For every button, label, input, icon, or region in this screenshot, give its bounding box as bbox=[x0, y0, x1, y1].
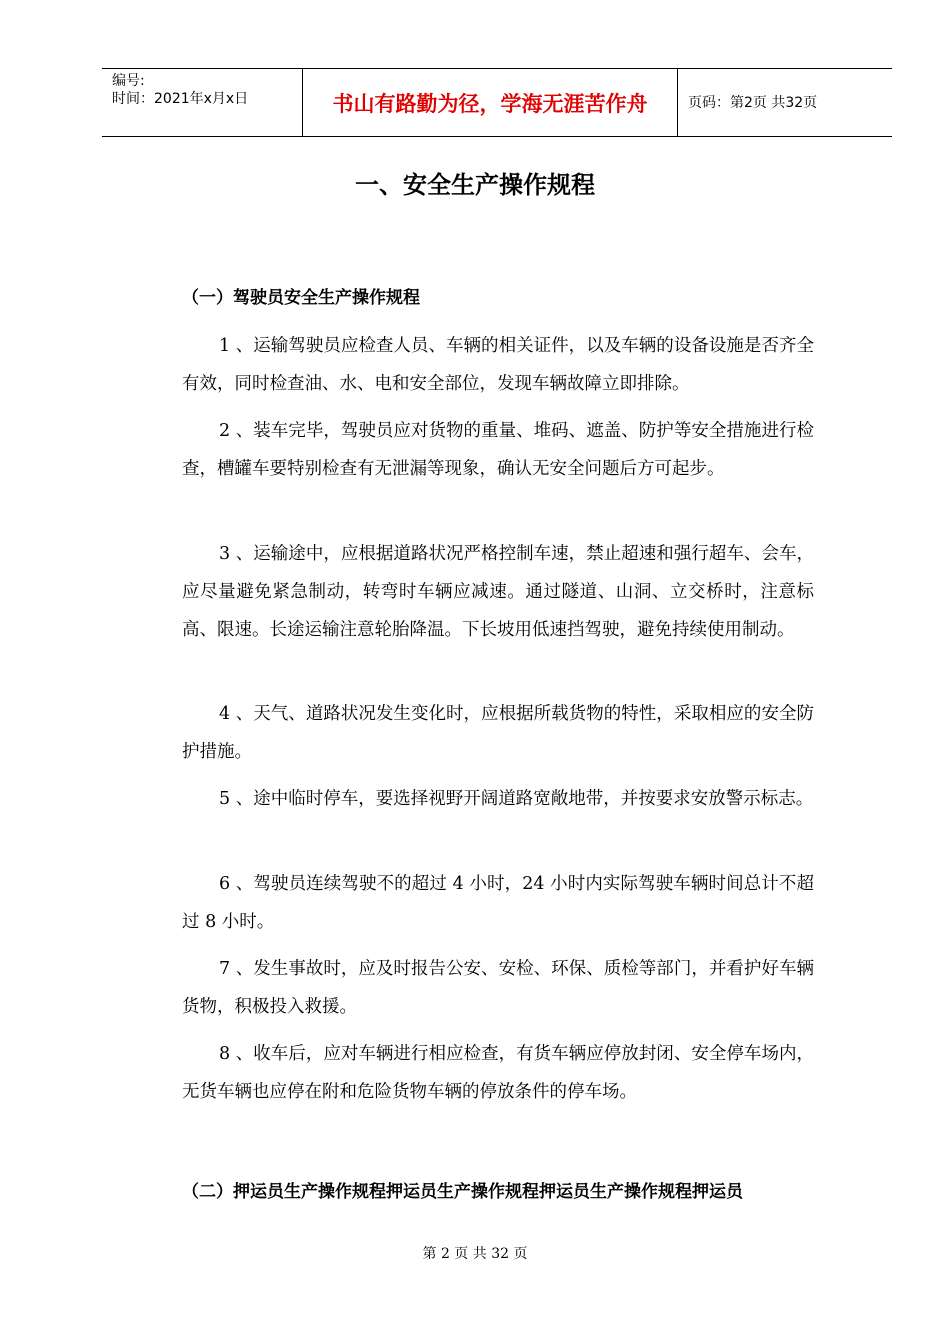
header-motto-cell bbox=[303, 69, 678, 136]
paragraph-item-5: 5 、途中临时停车，要选择视野开阔道路宽敞地带，并按要求安放警示标志。 bbox=[219, 789, 814, 809]
paragraph-item-8: 8 、收车后，应对车辆进行相应检查，有货车辆应停放封闭、安全停车场内，无货车辆也应停在附和危险货物车辆的停放条件的停车场。 bbox=[182, 1044, 814, 1102]
page-footer: 第 2 页 共 32 页 bbox=[422, 1246, 528, 1262]
section-heading-driver: （一）驾驶员安全生产操作规程 bbox=[182, 288, 420, 308]
header-meta-cell bbox=[102, 69, 303, 136]
page-number-label: 页码：第2页 共32页 bbox=[688, 95, 818, 111]
section-heading-escort: （二）押运员生产操作规程押运员生产操作规程押运员生产操作规程押运员 bbox=[182, 1182, 743, 1202]
paragraph-item-3: 3 、运输途中，应根据道路状况严格控制车速，禁止超速和强行超车、会车，应尽量避免紧急制动，转弯时车辆应减速。通过隧道、山洞、立交桥时，注意标高、限速。长途运输注意轮胎降温。下长坡用低速挡驾驶，避免持续使用制动。 bbox=[182, 544, 814, 640]
paragraph-item-7: 7 、发生事故时，应及时报告公安、安检、环保、质检等部门，并看护好车辆货物，积极投入救援。 bbox=[182, 959, 814, 1017]
time-label: 时间：2021年x月x日 bbox=[112, 91, 249, 107]
number-label: 编号: bbox=[112, 73, 145, 89]
paragraph-item-1: 1 、运输驾驶员应检查人员、车辆的相关证件，以及车辆的设备设施是否齐全有效，同时检查油、水、电和安全部位，发现车辆故障立即排除。 bbox=[182, 336, 814, 394]
document-title: 一、安全生产操作规程 bbox=[355, 171, 595, 199]
paragraph-item-4: 4 、天气、道路状况发生变化时，应根据所载货物的特性，采取相应的安全防护措施。 bbox=[182, 704, 814, 762]
page-header bbox=[102, 68, 892, 137]
paragraph-item-2: 2 、装车完毕，驾驶员应对货物的重量、堆码、遮盖、防护等安全措施进行检查，槽罐车要特别检查有无泄漏等现象，确认无安全问题后方可起步。 bbox=[182, 421, 814, 479]
header-page-cell bbox=[678, 69, 892, 136]
motto: 书山有路勤为径，学海无涯苦作舟 bbox=[332, 92, 648, 116]
paragraph-item-6: 6 、驾驶员连续驾驶不的超过 4 小时，24 小时内实际驾驶车辆时间总计不超过 8 小时。 bbox=[182, 874, 814, 932]
